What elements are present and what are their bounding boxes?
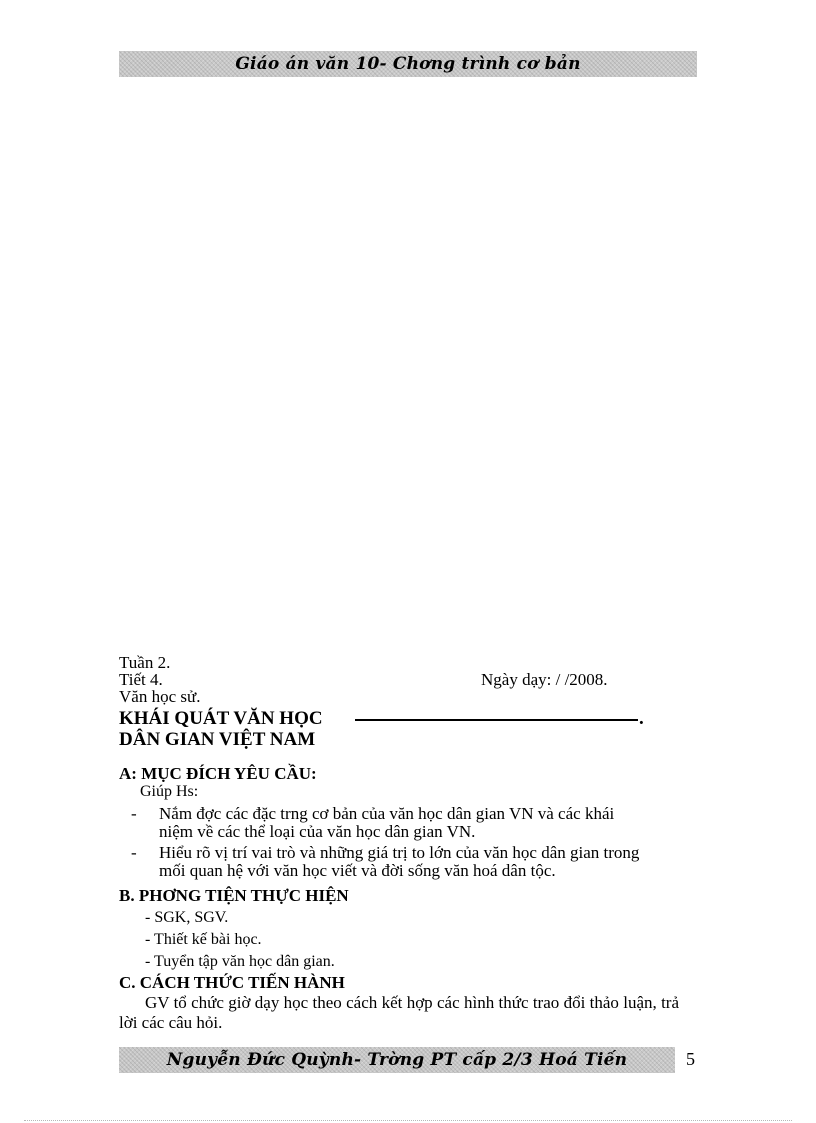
bullet-line: mối quan hệ với văn học viết và đời sống văn hoá dân tộc. — [159, 861, 556, 880]
section-a-heading: A: MỤC ĐÍCH YÊU CẦU: — [119, 764, 317, 783]
resource-item: - Thiết kế bài học. — [145, 931, 262, 948]
section-b-heading: B. PHƠNG TIỆN THỰC HIỆN — [119, 886, 349, 905]
title-line-1: KHÁI QUÁT VĂN HỌC — [119, 708, 323, 729]
bullet-dash: - — [131, 843, 137, 862]
bullet-dash: - — [131, 804, 137, 823]
section-a-intro: Giúp Hs: — [140, 783, 199, 800]
page-number: 5 — [686, 1049, 695, 1069]
header-title: Giáo án văn 10- Chơng trình cơ bản — [235, 54, 581, 74]
page-header-band — [119, 51, 697, 77]
footer-text: Nguyễn Đức Quỳnh- Trờng PT cấp 2/3 Hoá Tiến — [166, 1050, 628, 1070]
title-rule — [355, 719, 638, 721]
page-boundary-line — [24, 1120, 792, 1121]
title-line-2: DÂN GIAN VIỆT NAM — [119, 729, 316, 750]
resource-item: - Tuyển tập văn học dân gian. — [145, 953, 335, 970]
bullet-line: Hiểu rõ vị trí vai trò và những giá trị to lớn của văn học dân gian trong — [159, 843, 640, 862]
period-label: Tiết 4. — [119, 670, 163, 689]
resource-item: - SGK, SGV. — [145, 909, 229, 926]
objective-bullet — [119, 805, 679, 841]
subject-label: Văn học sử. — [119, 687, 201, 706]
bullet-line: niệm về các thể loại của văn học dân gian VN. — [159, 822, 476, 841]
page-footer-band — [119, 1047, 675, 1073]
section-c-paragraph: GV tổ chức giờ dạy học theo cách kết hợp các hình thức trao đổi thảo luận, trả lời các câu hỏi. — [119, 993, 679, 1032]
section-c-heading: C. CÁCH THỨC TIẾN HÀNH — [119, 973, 345, 992]
title-line-1-row — [119, 708, 643, 729]
period-row — [119, 671, 679, 688]
teaching-date: Ngày dạy: / /2008. — [481, 670, 608, 689]
bullet-line: Nắm đợc các đặc trng cơ bản của văn học dân gian VN và các khái — [159, 804, 615, 823]
week-label: Tuần 2. — [119, 653, 171, 672]
title-dot: . — [639, 708, 644, 729]
lesson-content — [119, 654, 679, 1033]
objective-bullet — [119, 844, 679, 880]
lesson-title — [119, 708, 679, 750]
